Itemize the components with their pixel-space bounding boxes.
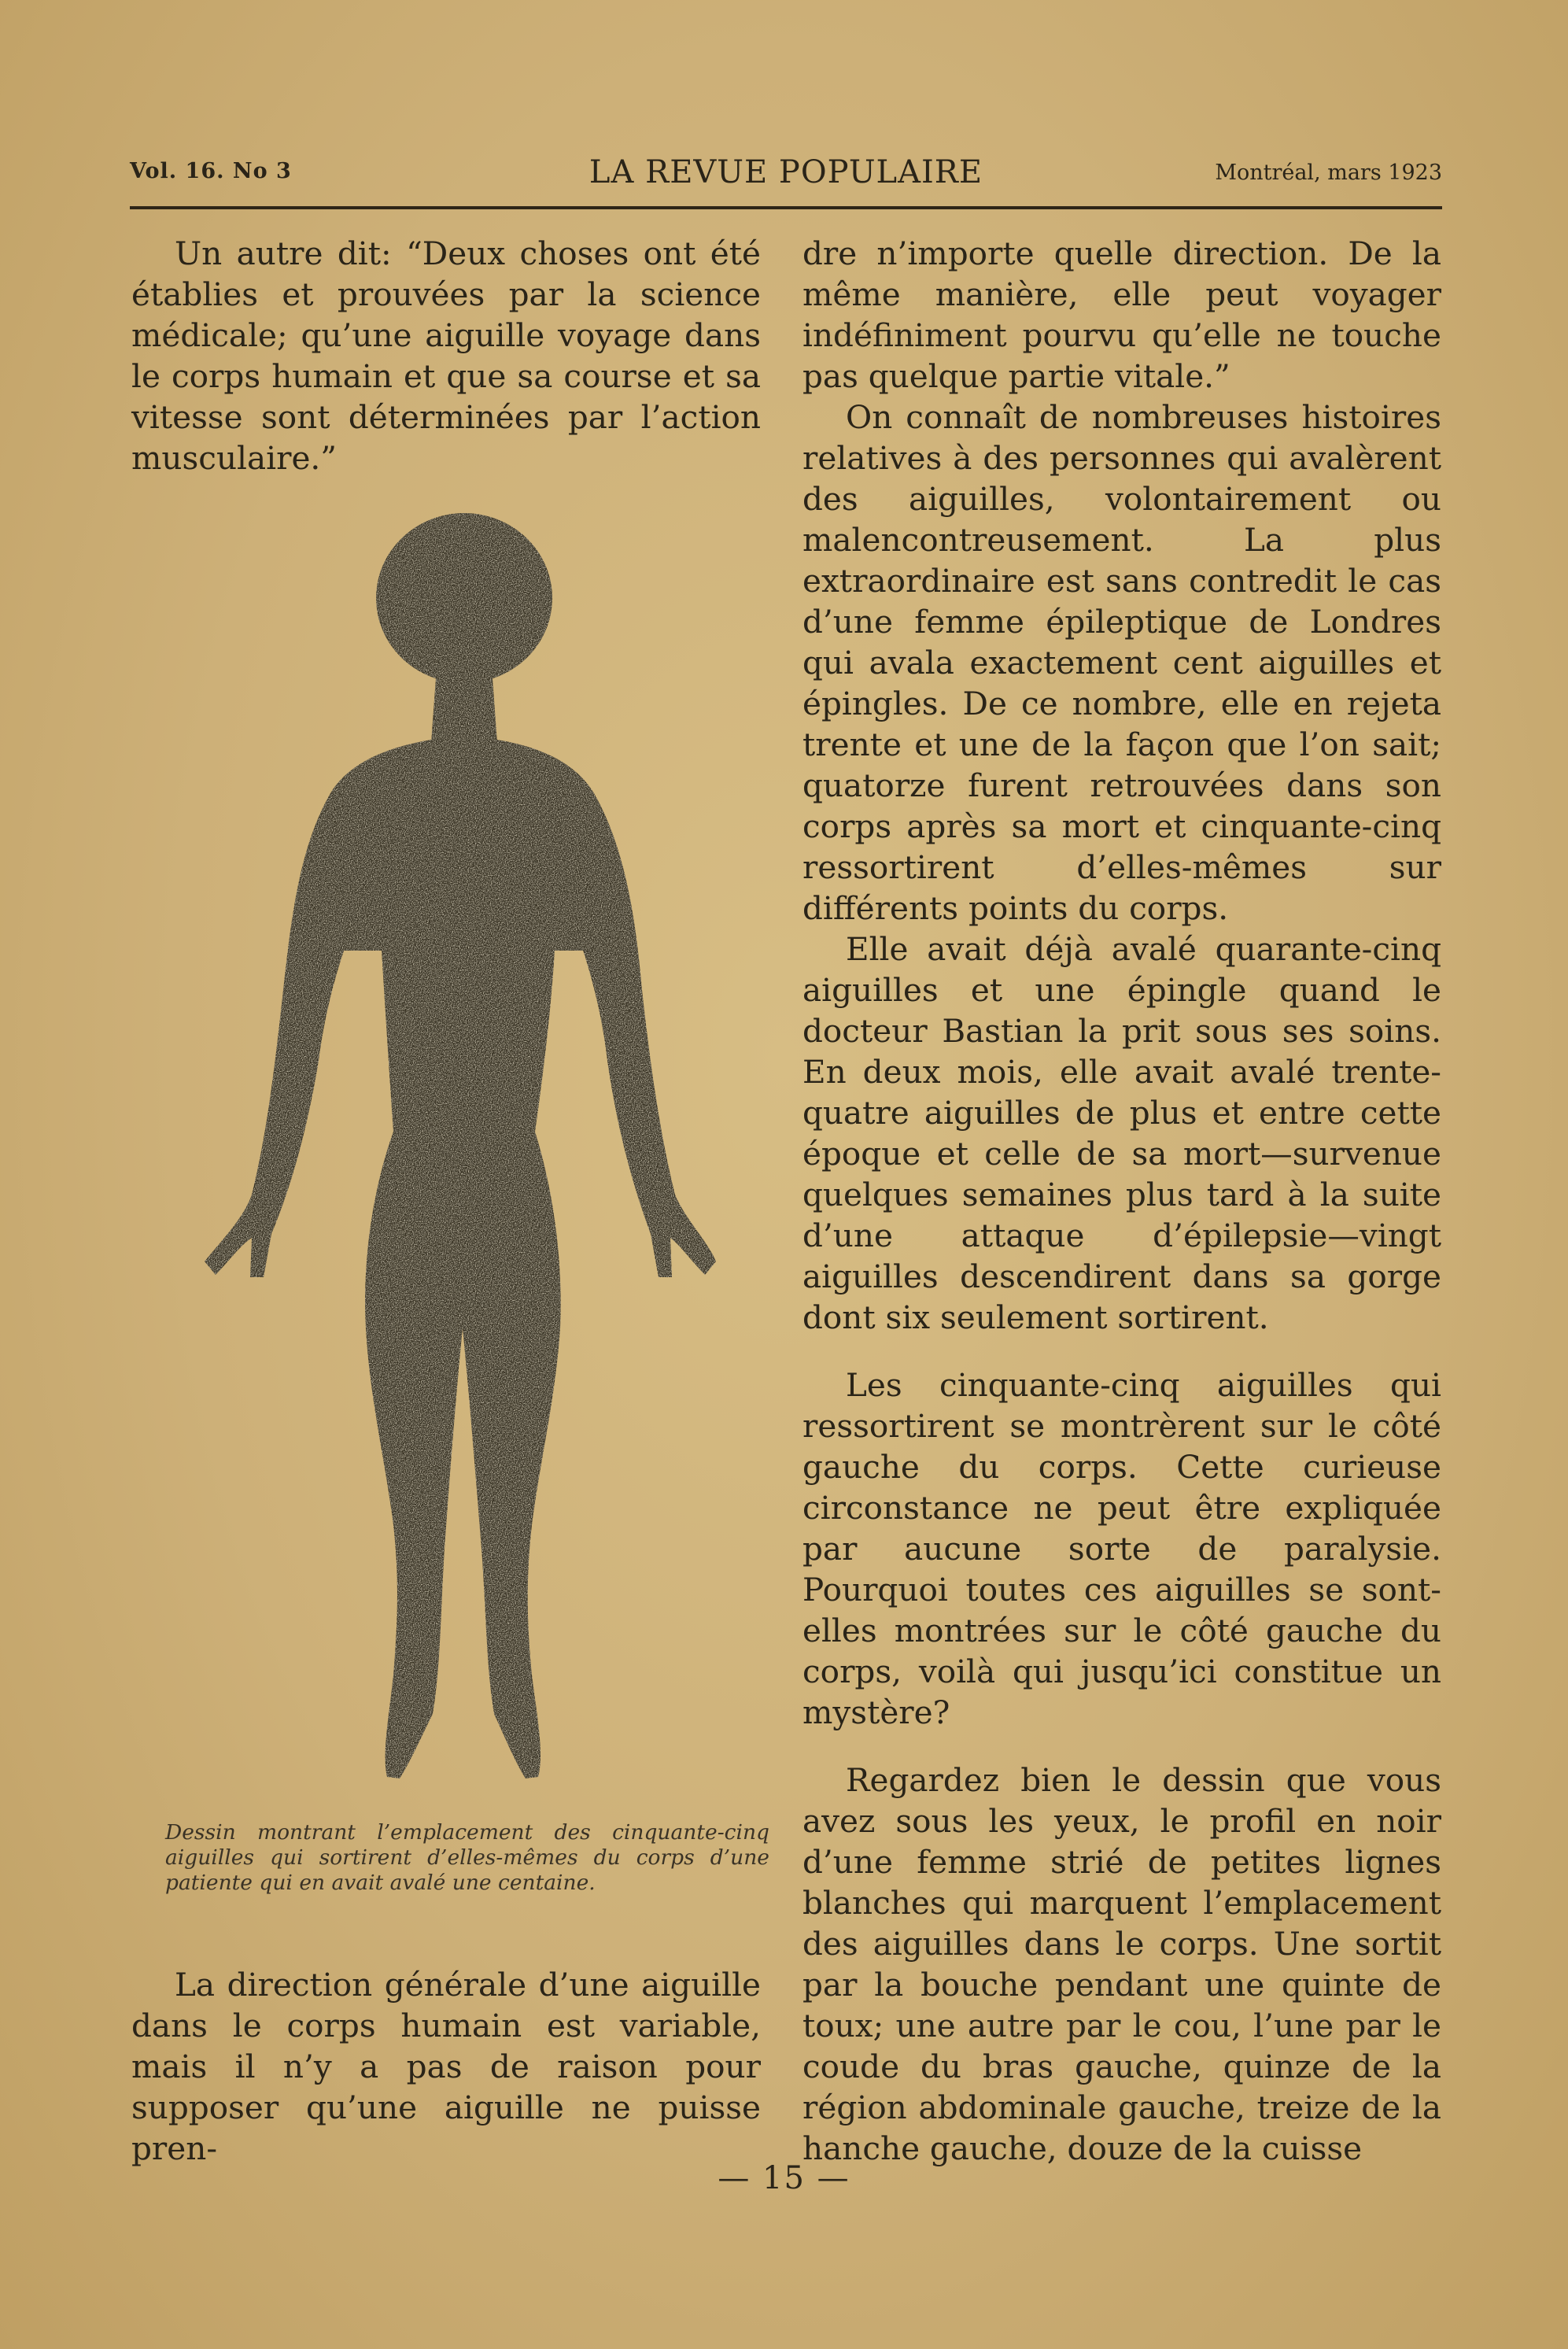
page-number: — 15 —: [718, 2160, 850, 2196]
volume-number: Vol. 16. No 3: [130, 159, 292, 183]
female-silhouette-icon: [205, 510, 716, 1816]
left-column-bottom: [131, 1964, 761, 2169]
right-column: [802, 233, 1441, 2169]
place-and-date: Montréal, mars 1923: [1215, 161, 1442, 185]
right-paragraph-1: dre n’importe quelle direction. De la même manière, elle peut voyager indéfiniment pourvu qu’elle ne touche pas quelque partie vitale.”: [802, 235, 1441, 395]
left-column-top: [131, 233, 761, 478]
right-paragraph-5: Regardez bien le dessin que vous avez sous les yeux, le profil en noir d’une femme strié de petites lignes blanches qui marquent l’emplacement des aiguilles dans le corps. Une sortit par la bouche pendant une quinte de toux; une autre par le cou, l’une par le coude du bras gauche, quinze de la région abdominale gauche, treize de la hanche gauche, douze de la cuisse: [802, 1761, 1441, 2167]
figure-caption: Dessin montrant l’emplacement des cinquante-cinq aiguilles qui sortirent d’elles-mêmes du corps d’une patiente qui en avait avalé une centaine.: [165, 1820, 769, 1895]
header-rule: [130, 206, 1442, 209]
right-paragraph-2: On connaît de nombreuses histoires relatives à des personnes qui avalèrent des aiguilles, volontairement ou malencontreusement. La plus extraordinaire est sans contredit le cas d’une femme épileptique de Londres qui avala exactement cent aiguilles et épingles. De ce nombre, elle en rejeta trente et une de la façon que l’on sait; quatorze furent retrouvées dans son corps après sa mort et cinquante-cinq ressortirent d’elles-mêmes sur différents points du corps.: [802, 398, 1441, 927]
right-paragraph-3: Elle avait déjà avalé quarante-cinq aiguilles et une épingle quand le docteur Bastian la prit sous ses soins. En deux mois, elle avait avalé trente-quatre aiguilles de plus et entre cette époque et celle de sa mort—survenue quelques semaines plus tard à la suite d’une attaque d’épilepsie—vingt aiguilles descendirent dans sa gorge dont six seulement sortirent.: [802, 930, 1441, 1336]
publication-title: LA REVUE POPULAIRE: [588, 154, 983, 190]
left-paragraph-2: La direction générale d’une aiguille dans le corps humain est variable, mais il n’y a pas de raison pour supposer qu’une aiguille ne puisse pren-: [131, 1966, 761, 2167]
running-header: [130, 154, 1442, 195]
left-paragraph-1: Un autre dit: “Deux choses ont été établies et prouvées par la science médicale; qu’une aiguille voyage dans le corps humain et que sa course et sa vitesse sont déterminées par l’action musculaire.”: [131, 235, 761, 477]
right-paragraph-4: Les cinquante-cinq aiguilles qui ressortirent se montrèrent sur le côté gauche du corps. Cette curieuse circonstance ne peut être expliquée par aucune sorte de paralysie. Pourquoi toutes ces aiguilles se sont-elles montrées sur le côté gauche du corps, voilà qui jusqu’ici constitue un mystère?: [802, 1366, 1441, 1731]
